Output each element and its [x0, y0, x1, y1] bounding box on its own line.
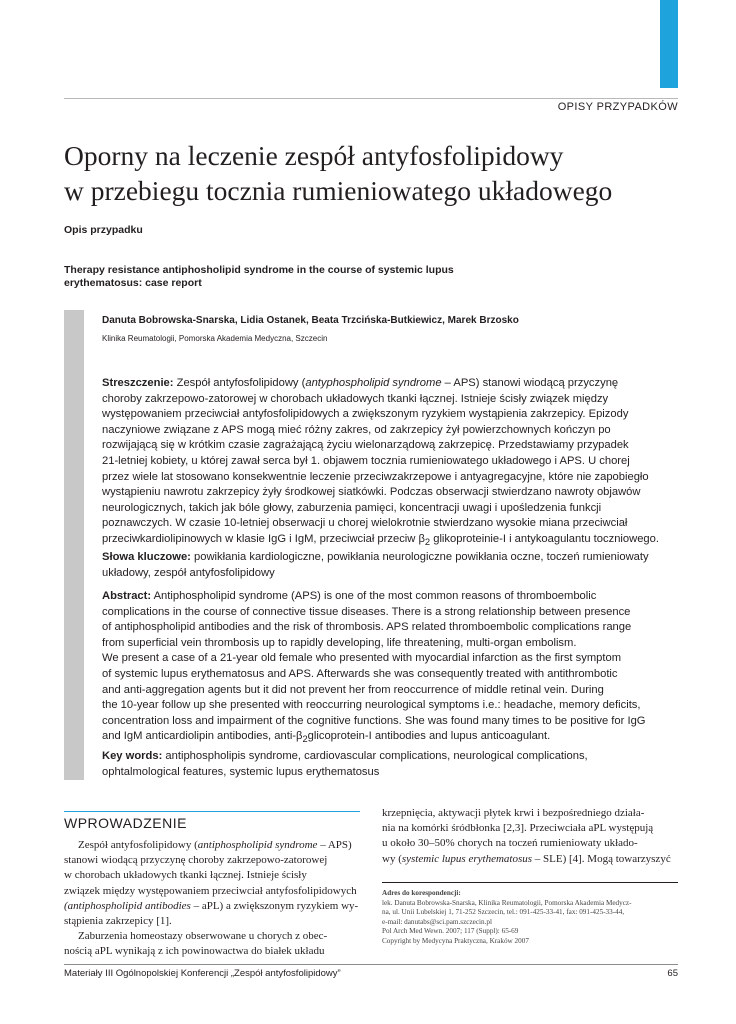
- keywords-line: [102, 550, 684, 566]
- correspondence-label: Adres do korespondencji:: [382, 889, 461, 897]
- affiliation: Klinika Reumatologii, Pomorska Akademia Medyczna, Szczecin: [102, 334, 328, 343]
- header-rule: [64, 98, 678, 99]
- keywords-line: [102, 749, 684, 765]
- authors: Danuta Bobrowska-Snarska, Lidia Ostanek, Beata Trzcińska-Butkiewicz, Marek Brzosko: [102, 315, 519, 326]
- abstract-en: [102, 589, 684, 748]
- intro-heading-rule: [64, 811, 360, 812]
- body-text: – SLE) [4]. Mogą towarzyszyć: [532, 852, 671, 865]
- abstract-line: [102, 589, 684, 605]
- title-line: w przebiegu tocznia rumieniowatego układowego: [64, 175, 613, 206]
- subscript: 2: [302, 734, 308, 745]
- body-line: stanowi wiodącą przyczynę choroby zakrzepowo-zatorowej: [64, 854, 328, 867]
- body-line: nością aPL wynikają z ich powinowactwa do białek układu: [64, 945, 325, 958]
- body-text: wy (: [382, 852, 402, 865]
- correspondence-line: na, ul. Unii Lubelskiej 1, 71-252 Szczecin, tel.: 091-425-33-41, fax: 091-425-33-44,: [382, 908, 625, 916]
- body-text: – APS): [317, 839, 352, 851]
- abstract-line: and anti-aggregation agents but it did not prevent her from reoccurrence of middle retinal vein. During: [102, 683, 604, 696]
- abstract-line: the 10-year follow up she presented with reoccurring neurological symptoms i.e.: headache, memory deficits,: [102, 699, 641, 712]
- intro-heading: WPROWADZENIE: [64, 815, 187, 831]
- abstract-label: Abstract:: [102, 590, 152, 602]
- article-title: [64, 138, 684, 208]
- blue-corner-tab: [660, 0, 678, 88]
- correspondence-line: Copyright by Medycyna Praktyczna, Kraków 2007: [382, 936, 529, 945]
- abstract-line: [102, 532, 684, 551]
- body-line: [64, 899, 360, 914]
- body-text: Zespół antyfosfolipidowy (: [78, 839, 198, 851]
- abstract-text: Antiphospholipid syndrome (APS) is one of the most common reasons of thromboembolic: [151, 590, 597, 602]
- abstract-line: choroby zakrzepowo-zatorowej w chorobach układowych tkanki łącznej. Istnieje ścisły związek między: [102, 392, 609, 405]
- abstract-line: [102, 729, 684, 748]
- keywords-label: Słowa kluczowe:: [102, 551, 191, 563]
- abstract-line: from superficial vein thrombosis up to rapidly developing, life threatening, multi-organ embolism.: [102, 636, 577, 649]
- abstract-line: poznawczych. W czasie 10-letniej obserwacji u chorej wielokrotnie stwierdzano wysokie miana przeciwciał: [102, 517, 628, 530]
- right-column: [382, 806, 678, 867]
- abstract-line: neurologicznych, takich jak bóle głowy, zaburzenia pamięci, koncentracji uwagi i upośledzenia funkcji: [102, 501, 602, 514]
- en-title-line: Therapy resistance antiphosholipid syndrome in the course of systemic lupus: [64, 264, 454, 276]
- abstract-pl: [102, 376, 684, 551]
- abstract-line: wystąpieniu nawrotu zakrzepicy żyły środkowej siatkówki. Podczas obserwacji stwierdzano nawroty objawów: [102, 486, 641, 499]
- body-text: – aPL) a zwiększonym ryzykiem wy-: [190, 899, 359, 912]
- keywords-text: powikłania kardiologiczne, powikłania neurologiczne powikłania oczne, toczeń rumieniowaty: [190, 551, 649, 563]
- keywords-label: Key words:: [102, 750, 163, 762]
- keywords-line: ophtalmological features, systemic lupus erythematosus: [102, 765, 380, 778]
- correspondence-line: Pol Arch Med Wewn. 2007; 117 (Suppl): 65-69: [382, 927, 519, 935]
- abstract-italic: antyphospholipid syndrome: [305, 377, 442, 389]
- body-line: w chorobach układowych tkanki łącznej. Istnieje ścisły: [64, 869, 307, 882]
- keywords-en: [102, 749, 684, 780]
- abstract-line: naczyniowe związane z APS mogą mieć różny zakres, od zakrzepicy żył powierzchownych kończyn po: [102, 423, 611, 436]
- abstract-text: – APS) stanowi wiodącą przyczynę: [441, 377, 619, 389]
- abstract-line: występowaniem przeciwciał antyfosfolipidowych a zwiększonym ryzykiem wystąpienia zakrzepicy. Epizody: [102, 408, 629, 421]
- keywords-text: antiphospholipis syndrome, cardiovascular complications, neurological complications,: [162, 750, 588, 762]
- abstract-line: of systemic lupus erythematosus and APS. Afterwards she was consequently treated with antithrombotic: [102, 667, 618, 680]
- body-line: związek między występowaniem przeciwciał antyfosfolipidowych: [64, 884, 357, 897]
- body-line: Zaburzenia homeostazy obserwowane u chorych z obec-: [78, 930, 328, 943]
- footer-conference: Materiały III Ogólnopolskiej Konferencji „Zespół antyfosfolipidowy”: [64, 968, 341, 979]
- abstract-line: rozwijającą się w krótkim czasie zagrażającą życiu wielonarządową zakrzepicę. Przedstawiamy przypadek: [102, 439, 629, 452]
- abstract-label: Streszczenie:: [102, 377, 174, 389]
- correspondence-email[interactable]: e-mail: danutabs@sci.pam.szczecin.pl: [382, 917, 492, 926]
- section-label: OPISY PRZYPADKÓW: [557, 101, 678, 113]
- body-line: nia na komórki śródbłonka [2,3]. Przeciwciała aPL występują: [382, 822, 654, 835]
- article-type: Opis przypadku: [64, 224, 143, 236]
- abstract-line: concentration loss and impairment of the cognitive functions. She was found many times to be positive for IgG: [102, 714, 646, 727]
- abstract-line: of antiphospholipid antibodies and the risk of thrombosis. APS related thromboembolic complications range: [102, 621, 632, 634]
- body-line: stąpienia zakrzepicy [1].: [64, 915, 172, 928]
- abstract-line: 21-letniej kobiety, u której zawał serca był 1. objawem tocznia rumieniowatego układowego i APS. U chorej: [102, 454, 630, 467]
- body-italic: (antiphospholipid antibodies: [64, 899, 191, 912]
- body-line: [64, 838, 360, 853]
- abstract-line: [102, 376, 684, 392]
- keywords-pl: [102, 550, 684, 581]
- intro-column-left: [64, 838, 360, 960]
- abstract-line: przez wiele lat stosowano konsekwentnie leczenie przeciwzakrzepowe i antyagregacyjne, które nie zapobiegło: [102, 470, 649, 483]
- subscript: 2: [424, 537, 431, 548]
- abstract-text: and IgM anticardiolipin antibodies, anti-β: [102, 730, 303, 743]
- keywords-line: układowy, zespół antyfosfolipidowy: [102, 566, 275, 579]
- abstract-text: przeciwkardiolipinowych w klasie IgG i IgM, przeciwciał przeciw β: [102, 532, 425, 545]
- body-line: krzepnięcia, aktywacji płytek krwi i bezpośredniego działa-: [382, 807, 645, 819]
- english-title: [64, 264, 624, 290]
- correspondence-box: [382, 889, 632, 946]
- correspondence-line: lek. Danuta Bobrowska-Snarska, Klinika Reumatologii, Pomorska Akademia Medycz-: [382, 898, 632, 907]
- body-line: u około 30–50% chorych na toczeń rumieniowaty układo-: [382, 837, 638, 850]
- abstract-text: Zespół antyfosfolipidowy (: [173, 377, 306, 389]
- body-line: [382, 852, 678, 867]
- abstract-line: complications in the course of connective tissue diseases. There is a strong relationship between presence: [102, 605, 631, 618]
- en-title-line: erythematosus: case report: [64, 277, 202, 289]
- footer-rule: [64, 964, 678, 965]
- title-line: Oporny na leczenie zespół antyfosfolipidowy: [64, 140, 564, 171]
- body-italic: antiphospholipid syndrome: [197, 839, 318, 851]
- correspondence-rule: [382, 882, 678, 883]
- abstract-side-bar: [64, 310, 84, 780]
- page-number: 65: [667, 968, 678, 979]
- abstract-text: glikoproteinie-I i antykoagulantu toczniowego.: [430, 532, 659, 545]
- body-italic: systemic lupus erythematosus: [401, 852, 533, 865]
- abstract-line: We present a case of a 21-year old female who presented with myocardial infarction as the first symptom: [102, 652, 622, 665]
- abstract-text: glicoprotein-I antibodies and lupus anticoagulant.: [307, 730, 551, 743]
